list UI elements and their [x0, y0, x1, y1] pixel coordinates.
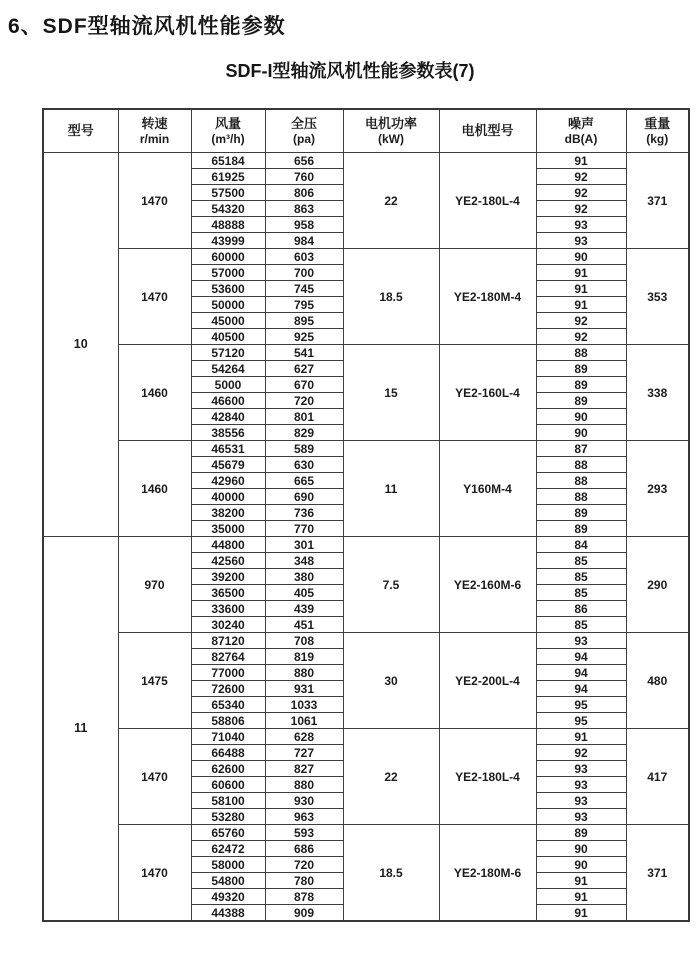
cell-airflow: 60600 [191, 777, 265, 793]
cell-noise: 91 [536, 297, 626, 313]
cell-pressure: 963 [265, 809, 343, 825]
header-model-label: 型号 [67, 123, 94, 139]
cell-airflow: 82764 [191, 649, 265, 665]
cell-motor: YE2-180M-4 [439, 249, 536, 345]
cell-speed: 1470 [118, 825, 191, 922]
cell-airflow: 38200 [191, 505, 265, 521]
cell-noise: 91 [536, 153, 626, 169]
cell-power: 22 [343, 153, 439, 249]
cell-pressure: 909 [265, 905, 343, 922]
cell-power: 7.5 [343, 537, 439, 633]
header-motor [439, 109, 536, 153]
header-motor-label: 电机型号 [461, 123, 514, 139]
cell-pressure: 1061 [265, 713, 343, 729]
cell-airflow: 66488 [191, 745, 265, 761]
cell-noise: 91 [536, 281, 626, 297]
cell-pressure: 878 [265, 889, 343, 905]
cell-noise: 93 [536, 217, 626, 233]
header-weight-label: 重量 [644, 116, 671, 131]
cell-noise: 91 [536, 889, 626, 905]
cell-noise: 91 [536, 905, 626, 922]
cell-noise: 87 [536, 441, 626, 457]
cell-pressure: 708 [265, 633, 343, 649]
cell-airflow: 58806 [191, 713, 265, 729]
cell-pressure: 656 [265, 153, 343, 169]
cell-pressure: 745 [265, 281, 343, 297]
cell-noise: 84 [536, 537, 626, 553]
cell-pressure: 593 [265, 825, 343, 841]
cell-power: 15 [343, 345, 439, 441]
cell-motor: YE2-180M-6 [439, 825, 536, 922]
cell-pressure: 380 [265, 569, 343, 585]
cell-airflow: 45000 [191, 313, 265, 329]
cell-pressure: 780 [265, 873, 343, 889]
cell-pressure: 720 [265, 393, 343, 409]
cell-airflow: 62472 [191, 841, 265, 857]
cell-pressure: 628 [265, 729, 343, 745]
cell-noise: 86 [536, 601, 626, 617]
cell-noise: 92 [536, 313, 626, 329]
cell-pressure: 984 [265, 233, 343, 249]
cell-noise: 90 [536, 425, 626, 441]
cell-pressure: 686 [265, 841, 343, 857]
table-row [43, 633, 689, 649]
cell-noise: 93 [536, 809, 626, 825]
cell-pressure: 880 [265, 777, 343, 793]
cell-noise: 92 [536, 329, 626, 345]
cell-airflow: 57120 [191, 345, 265, 361]
cell-noise: 94 [536, 681, 626, 697]
cell-pressure: 589 [265, 441, 343, 457]
table-row [43, 153, 689, 169]
page-title: 6、SDF型轴流风机性能参数 [8, 15, 286, 38]
cell-airflow: 5000 [191, 377, 265, 393]
header-speed [118, 109, 191, 153]
cell-airflow: 46600 [191, 393, 265, 409]
header-airflow [191, 109, 265, 153]
cell-motor: YE2-180L-4 [439, 153, 536, 249]
cell-airflow: 30240 [191, 617, 265, 633]
cell-airflow: 42960 [191, 473, 265, 489]
cell-power: 22 [343, 729, 439, 825]
cell-weight: 480 [626, 633, 689, 729]
cell-pressure: 690 [265, 489, 343, 505]
cell-pressure: 451 [265, 617, 343, 633]
cell-pressure: 795 [265, 297, 343, 313]
cell-noise: 93 [536, 793, 626, 809]
cell-airflow: 45679 [191, 457, 265, 473]
cell-pressure: 760 [265, 169, 343, 185]
cell-noise: 92 [536, 169, 626, 185]
cell-airflow: 53280 [191, 809, 265, 825]
cell-airflow: 65184 [191, 153, 265, 169]
table-title: SDF-I型轴流风机性能参数表(7) [225, 61, 475, 81]
cell-noise: 94 [536, 665, 626, 681]
cell-motor: YE2-160M-6 [439, 537, 536, 633]
performance-table [42, 108, 690, 922]
cell-airflow: 58100 [191, 793, 265, 809]
cell-pressure: 627 [265, 361, 343, 377]
table-row [43, 249, 689, 265]
cell-airflow: 54264 [191, 361, 265, 377]
cell-noise: 93 [536, 233, 626, 249]
cell-pressure: 801 [265, 409, 343, 425]
cell-pressure: 301 [265, 537, 343, 553]
header-power [343, 109, 439, 153]
cell-weight: 371 [626, 825, 689, 922]
header-noise-label: 噪声 [567, 116, 594, 131]
header-power-label: 电机功率 [364, 116, 417, 131]
cell-airflow: 60000 [191, 249, 265, 265]
header-pressure-unit: (pa) [293, 131, 315, 146]
cell-airflow: 71040 [191, 729, 265, 745]
cell-airflow: 77000 [191, 665, 265, 681]
cell-speed: 1470 [118, 153, 191, 249]
cell-pressure: 930 [265, 793, 343, 809]
cell-pressure: 348 [265, 553, 343, 569]
cell-noise: 92 [536, 185, 626, 201]
cell-airflow: 53600 [191, 281, 265, 297]
cell-weight: 371 [626, 153, 689, 249]
cell-noise: 91 [536, 873, 626, 889]
cell-noise: 90 [536, 409, 626, 425]
cell-pressure: 541 [265, 345, 343, 361]
cell-power: 18.5 [343, 825, 439, 922]
cell-noise: 91 [536, 729, 626, 745]
table-row [43, 345, 689, 361]
cell-speed: 1460 [118, 441, 191, 537]
cell-airflow: 46531 [191, 441, 265, 457]
cell-airflow: 49320 [191, 889, 265, 905]
cell-pressure: 439 [265, 601, 343, 617]
table-body [43, 153, 689, 922]
cell-noise: 93 [536, 633, 626, 649]
cell-pressure: 630 [265, 457, 343, 473]
header-speed-unit: r/min [139, 131, 170, 146]
header-airflow-label: 风量 [214, 116, 241, 131]
cell-motor: YE2-160L-4 [439, 345, 536, 441]
cell-pressure: 925 [265, 329, 343, 345]
header-power-unit: (kW) [378, 131, 404, 146]
cell-airflow: 58000 [191, 857, 265, 873]
cell-pressure: 720 [265, 857, 343, 873]
table-row [43, 729, 689, 745]
cell-pressure: 863 [265, 201, 343, 217]
cell-pressure: 880 [265, 665, 343, 681]
cell-noise: 85 [536, 569, 626, 585]
cell-airflow: 54320 [191, 201, 265, 217]
cell-noise: 89 [536, 361, 626, 377]
cell-airflow: 61925 [191, 169, 265, 185]
cell-noise: 95 [536, 713, 626, 729]
cell-pressure: 700 [265, 265, 343, 281]
header-row [43, 109, 689, 153]
cell-weight: 417 [626, 729, 689, 825]
cell-pressure: 806 [265, 185, 343, 201]
cell-pressure: 958 [265, 217, 343, 233]
header-speed-label: 转速 [141, 116, 168, 131]
table-row [43, 825, 689, 841]
cell-noise: 90 [536, 857, 626, 873]
table-row [43, 537, 689, 553]
cell-noise: 90 [536, 841, 626, 857]
cell-noise: 91 [536, 265, 626, 281]
table-row [43, 441, 689, 457]
cell-airflow: 42840 [191, 409, 265, 425]
cell-noise: 89 [536, 393, 626, 409]
cell-pressure: 727 [265, 745, 343, 761]
cell-noise: 85 [536, 617, 626, 633]
cell-weight: 353 [626, 249, 689, 345]
cell-airflow: 65340 [191, 697, 265, 713]
cell-noise: 85 [536, 585, 626, 601]
cell-noise: 88 [536, 345, 626, 361]
cell-noise: 89 [536, 825, 626, 841]
cell-speed: 1470 [118, 729, 191, 825]
header-model [43, 109, 118, 153]
cell-model: 11 [43, 537, 118, 922]
cell-airflow: 38556 [191, 425, 265, 441]
cell-noise: 88 [536, 457, 626, 473]
cell-airflow: 44388 [191, 905, 265, 922]
cell-airflow: 42560 [191, 553, 265, 569]
cell-airflow: 39200 [191, 569, 265, 585]
cell-pressure: 819 [265, 649, 343, 665]
cell-pressure: 829 [265, 425, 343, 441]
cell-noise: 85 [536, 553, 626, 569]
cell-motor: YE2-200L-4 [439, 633, 536, 729]
cell-noise: 93 [536, 777, 626, 793]
cell-airflow: 44800 [191, 537, 265, 553]
cell-airflow: 36500 [191, 585, 265, 601]
cell-speed: 1470 [118, 249, 191, 345]
cell-pressure: 1033 [265, 697, 343, 713]
header-noise [536, 109, 626, 153]
cell-speed: 1475 [118, 633, 191, 729]
cell-pressure: 827 [265, 761, 343, 777]
cell-airflow: 40000 [191, 489, 265, 505]
cell-noise: 88 [536, 489, 626, 505]
cell-power: 30 [343, 633, 439, 729]
cell-noise: 93 [536, 761, 626, 777]
cell-airflow: 72600 [191, 681, 265, 697]
cell-weight: 338 [626, 345, 689, 441]
header-weight [626, 109, 689, 153]
cell-airflow: 35000 [191, 521, 265, 537]
cell-weight: 293 [626, 441, 689, 537]
cell-noise: 90 [536, 249, 626, 265]
cell-noise: 89 [536, 377, 626, 393]
header-airflow-unit: (m³/h) [211, 131, 245, 146]
header-pressure-label: 全压 [290, 116, 317, 131]
cell-pressure: 736 [265, 505, 343, 521]
cell-airflow: 50000 [191, 297, 265, 313]
cell-motor: Y160M-4 [439, 441, 536, 537]
header-weight-unit: (kg) [646, 131, 669, 146]
cell-airflow: 33600 [191, 601, 265, 617]
cell-model: 10 [43, 153, 118, 537]
cell-airflow: 48888 [191, 217, 265, 233]
cell-airflow: 43999 [191, 233, 265, 249]
cell-pressure: 931 [265, 681, 343, 697]
cell-power: 11 [343, 441, 439, 537]
cell-motor: YE2-180L-4 [439, 729, 536, 825]
cell-pressure: 603 [265, 249, 343, 265]
cell-pressure: 670 [265, 377, 343, 393]
cell-speed: 1460 [118, 345, 191, 441]
cell-airflow: 57500 [191, 185, 265, 201]
cell-pressure: 405 [265, 585, 343, 601]
cell-noise: 88 [536, 473, 626, 489]
cell-noise: 94 [536, 649, 626, 665]
cell-noise: 92 [536, 745, 626, 761]
cell-power: 18.5 [343, 249, 439, 345]
cell-noise: 95 [536, 697, 626, 713]
cell-weight: 290 [626, 537, 689, 633]
cell-noise: 92 [536, 201, 626, 217]
cell-noise: 89 [536, 521, 626, 537]
cell-airflow: 87120 [191, 633, 265, 649]
header-noise-unit: dB(A) [564, 131, 598, 146]
cell-pressure: 665 [265, 473, 343, 489]
cell-pressure: 770 [265, 521, 343, 537]
cell-airflow: 57000 [191, 265, 265, 281]
cell-airflow: 40500 [191, 329, 265, 345]
cell-noise: 89 [536, 505, 626, 521]
cell-airflow: 54800 [191, 873, 265, 889]
cell-speed: 970 [118, 537, 191, 633]
header-pressure [265, 109, 343, 153]
cell-airflow: 62600 [191, 761, 265, 777]
cell-pressure: 895 [265, 313, 343, 329]
cell-airflow: 65760 [191, 825, 265, 841]
